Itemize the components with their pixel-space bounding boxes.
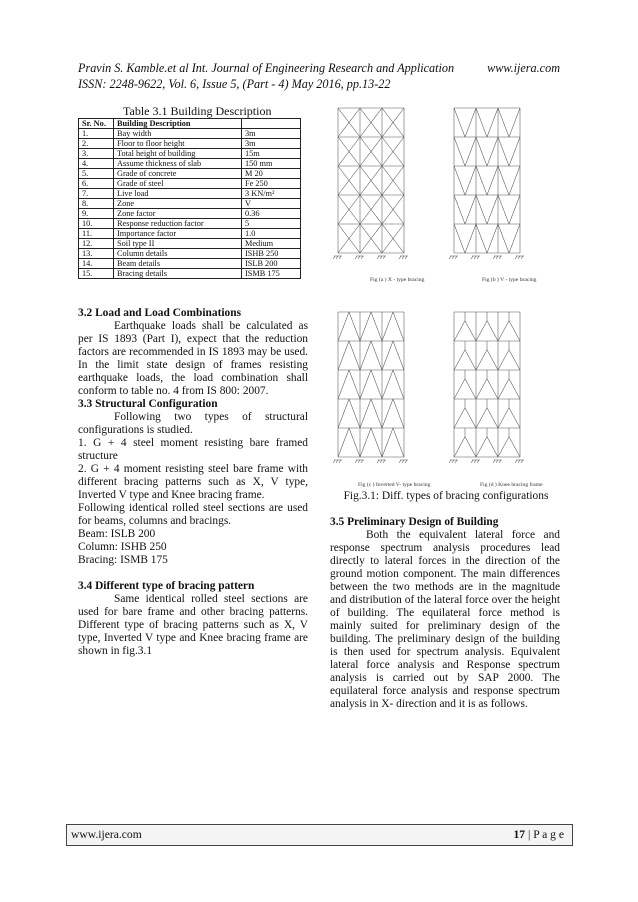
bracing-line (338, 341, 349, 370)
bracing-line (349, 341, 360, 370)
footer-site[interactable]: www.ijera.com (71, 828, 142, 841)
table-row (79, 169, 301, 179)
support-hatch (518, 256, 520, 259)
bracing-line (360, 312, 371, 341)
bracing-line (454, 108, 465, 137)
bracing-line (454, 437, 465, 457)
journal-title: Pravin S. Kamble.et al Int. Journal of Engineering Research and Application (78, 61, 455, 75)
bracing-line (509, 108, 520, 137)
bracing-line (465, 379, 476, 399)
section-3-5-text: Both the equivalent lateral force and response spectrum analysis procedures lead directly to lateral forces in the direction of the ground motion component. The main differences between the two methods are in the magnitude and distribution of the lateral force over the height of building. The equilateral force method is mainly suited for preliminary design of the building. The preliminary design of the building is then used for spectrum analysis. Equivalent lateral force analysis and Response spectrum analysis is carried out by SAP 2000. The equilateral force analysis and response spectrum analysis in X- direction and it is as follows. (330, 529, 560, 710)
figure-b-label: Fig (b ) V - type bracing (482, 277, 537, 283)
table-cell: ISLB 200 (242, 259, 301, 269)
right-column (330, 516, 560, 711)
support-hatch (471, 256, 473, 259)
section-3-5-heading: 3.5 Preliminary Design of Building (330, 516, 499, 528)
bracing-line (382, 341, 393, 370)
support-hatch (496, 460, 498, 463)
bracing-line (371, 428, 382, 457)
bracing-line (476, 379, 487, 399)
support-hatch (493, 256, 495, 259)
table-cell: Bracing details (114, 269, 242, 279)
bracing-line (465, 350, 476, 370)
support-hatch (521, 256, 523, 259)
table-cell: 9. (79, 209, 114, 219)
bracing-line (498, 224, 509, 253)
bracing-line (360, 399, 371, 428)
bracing-line (465, 408, 476, 428)
table-cell: Live load (114, 189, 242, 199)
table-cell: 0.36 (242, 209, 301, 219)
issn-line: ISSN: 2248-9622, Vol. 6, Issue 5, (Part - 4) May 2016, pp.13-22 (78, 77, 391, 91)
support-hatch (333, 460, 335, 463)
bracing-line (382, 312, 393, 341)
table-row (79, 239, 301, 249)
bracing-line (476, 166, 487, 195)
table-cell: 6. (79, 179, 114, 189)
bracing-line (371, 399, 382, 428)
section-3-2-text: Earthquake loads shall be calculated as per IS 1893 (Part I), expect that the reduction factors are recommended in IS 1893 may be used. In the limit state design of frames resisting earthquake loads, the load combination shall conform to table no. 4 from IS 800: 2007. (78, 320, 308, 397)
bracing-line (498, 437, 509, 457)
journal-site[interactable]: www.ijera.com (487, 61, 560, 75)
bracing-line (487, 137, 498, 166)
bracing-line (371, 341, 382, 370)
table-cell: Total height of building (114, 149, 242, 159)
table-cell: 5. (79, 169, 114, 179)
bracing-line (382, 370, 393, 399)
bracing-line (498, 137, 509, 166)
table-cell: M 20 (242, 169, 301, 179)
support-hatch (339, 256, 341, 259)
support-hatch (336, 256, 338, 259)
table-header-row (79, 119, 301, 129)
table-cell: Importance factor (114, 229, 242, 239)
bracing-line (509, 137, 520, 166)
table-cell: Zone factor (114, 209, 242, 219)
bracing-line (487, 379, 498, 399)
table-cell: 8. (79, 199, 114, 209)
left-column (78, 307, 308, 658)
bracing-line (382, 428, 393, 457)
support-hatch (496, 256, 498, 259)
table-cell: Floor to floor height (114, 139, 242, 149)
bracing-line (498, 166, 509, 195)
bracing-line (454, 321, 465, 341)
bracing-line (498, 321, 509, 341)
page-label: | P a g e (527, 828, 564, 841)
table-row (79, 199, 301, 209)
support-hatch (355, 460, 357, 463)
bracing-line (465, 224, 476, 253)
table-row (79, 209, 301, 219)
table-cell: 3m (242, 129, 301, 139)
table-cell: Bay width (114, 129, 242, 139)
support-hatch (405, 256, 407, 259)
bracing-line (487, 437, 498, 457)
support-hatch (474, 460, 476, 463)
sections-intro: Following identical rolled steel sections are used for beams, columns and bracings. (78, 502, 308, 527)
support-hatch (380, 256, 382, 259)
config-item-1: 1. G + 4 steel moment resisting bare framed structure (78, 437, 308, 462)
bracing-line (487, 195, 498, 224)
figure-c-label: Fig (c ) Inverted V- type bracing (358, 482, 431, 488)
table-cell: 10. (79, 219, 114, 229)
bracing-line (509, 379, 520, 399)
bracing-line (487, 321, 498, 341)
table-cell: Beam details (114, 259, 242, 269)
bracing-line (476, 350, 487, 370)
bracing-line (371, 370, 382, 399)
table-cell: 14. (79, 259, 114, 269)
figure-caption: Fig.3.1: Diff. types of bracing configurations (343, 490, 549, 502)
support-hatch (452, 460, 454, 463)
support-hatch (499, 460, 501, 463)
beam-section: Beam: ISLB 200 (78, 528, 156, 540)
support-hatch (380, 460, 382, 463)
bracing-line (465, 195, 476, 224)
support-hatch (449, 256, 451, 259)
support-hatch (399, 256, 401, 259)
section-3-3-intro: Following two types of structural configurations is studied. (78, 411, 308, 436)
column-section: Column: ISHB 250 (78, 541, 167, 553)
table-cell: Grade of concrete (114, 169, 242, 179)
bracing-line (349, 312, 360, 341)
bracing-line (360, 370, 371, 399)
bracing-line (487, 108, 498, 137)
support-hatch (518, 460, 520, 463)
table-cell: 1.0 (242, 229, 301, 239)
bracing-line (498, 350, 509, 370)
support-hatch (499, 256, 501, 259)
bracing-line (393, 428, 404, 457)
table-header-cell (242, 119, 301, 129)
support-hatch (361, 460, 363, 463)
table-cell: Column details (114, 249, 242, 259)
support-hatch (521, 460, 523, 463)
table-header-cell: Building Description (114, 119, 242, 129)
support-hatch (336, 460, 338, 463)
support-hatch (358, 256, 360, 259)
table-cell: 11. (79, 229, 114, 239)
page-number (513, 828, 564, 841)
support-hatch (383, 256, 385, 259)
bracing-line (476, 108, 487, 137)
bracing-line (393, 341, 404, 370)
table-cell: Grade of steel (114, 179, 242, 189)
table-cell: Fe 250 (242, 179, 301, 189)
table-row (79, 229, 301, 239)
support-hatch (477, 460, 479, 463)
bracing-line (454, 166, 465, 195)
bracing-line (382, 399, 393, 428)
support-hatch (333, 256, 335, 259)
bracing-line (338, 428, 349, 457)
bracing-line (476, 437, 487, 457)
bracing-line (498, 379, 509, 399)
bracing-line (509, 350, 520, 370)
section-3-4-heading: 3.4 Different type of bracing pattern (78, 580, 255, 592)
table-cell: 3m (242, 139, 301, 149)
support-hatch (515, 256, 517, 259)
support-hatch (452, 256, 454, 259)
bracing-line (509, 321, 520, 341)
bracing-line (338, 370, 349, 399)
bracing-line (487, 224, 498, 253)
table-cell: Zone (114, 199, 242, 209)
table-cell: 15m (242, 149, 301, 159)
table-cell: 3. (79, 149, 114, 159)
bracing-line (360, 428, 371, 457)
support-hatch (383, 460, 385, 463)
table-cell: Soil type II (114, 239, 242, 249)
support-hatch (358, 460, 360, 463)
section-3-2-heading: 3.2 Load and Load Combinations (78, 307, 242, 319)
bracing-line (509, 437, 520, 457)
support-hatch (474, 256, 476, 259)
bracing-line (498, 195, 509, 224)
table-cell: Assume thickness of slab (114, 159, 242, 169)
support-hatch (377, 256, 379, 259)
table-cell: 13. (79, 249, 114, 259)
support-hatch (402, 256, 404, 259)
bracing-line (476, 224, 487, 253)
bracing-line (476, 137, 487, 166)
table-cell: 2. (79, 139, 114, 149)
support-hatch (402, 460, 404, 463)
table-row (79, 249, 301, 259)
table-row (79, 139, 301, 149)
bracing-line (454, 195, 465, 224)
figure-d-label: Fig (d ) Knee bracing frame (480, 482, 543, 488)
table-cell: Medium (242, 239, 301, 249)
table-row (79, 269, 301, 279)
bracing-line (454, 379, 465, 399)
building-description-table (78, 118, 301, 279)
support-hatch (449, 460, 451, 463)
table-row (79, 219, 301, 229)
table-row (79, 129, 301, 139)
table-cell: 4. (79, 159, 114, 169)
table-cell: ISHB 250 (242, 249, 301, 259)
bracing-line (360, 341, 371, 370)
bracing-line (349, 399, 360, 428)
support-hatch (377, 460, 379, 463)
bracing-line (454, 224, 465, 253)
bracing-line (498, 108, 509, 137)
support-hatch (493, 460, 495, 463)
bracing-line (371, 312, 382, 341)
running-header (78, 60, 560, 92)
page-footer (66, 824, 573, 846)
table-cell: 12. (79, 239, 114, 249)
section-3-4-text: Same identical rolled steel sections are used for bare frame and other bracing patterns. Different type of bracing patterns such as X, V type, Inverted V type and Knee bracing frame are shown in fig.3.1 (78, 593, 308, 657)
table-row (79, 179, 301, 189)
bracing-line (509, 166, 520, 195)
bracing-line (465, 137, 476, 166)
page-number-value: 17 (513, 828, 526, 841)
bracing-line (476, 408, 487, 428)
figure-a-label: Fig (a ) X - type bracing (370, 277, 425, 283)
bracing-line (393, 312, 404, 341)
table-cell: 15. (79, 269, 114, 279)
bracing-line (465, 166, 476, 195)
table-cell: 7. (79, 189, 114, 199)
bracing-line (454, 350, 465, 370)
bracing-line (476, 195, 487, 224)
bracing-line (338, 399, 349, 428)
bracing-line (465, 108, 476, 137)
support-hatch (339, 460, 341, 463)
bracing-line (476, 321, 487, 341)
table-cell: 5 (242, 219, 301, 229)
bracing-line (454, 137, 465, 166)
table-row (79, 159, 301, 169)
bracing-line (498, 408, 509, 428)
table-row (79, 189, 301, 199)
bracing-line (487, 166, 498, 195)
bracing-line (349, 428, 360, 457)
bracing-line (338, 312, 349, 341)
config-item-2: 2. G + 4 moment resisting steel bare frame with different bracing patterns such as X, V type, Inverted V type and Knee bracing frame. (78, 463, 308, 501)
table-cell: 3 KN/m² (242, 189, 301, 199)
bracing-line (393, 370, 404, 399)
support-hatch (361, 256, 363, 259)
table-caption: Table 3.1 Building Description (123, 104, 272, 118)
bracing-line (509, 195, 520, 224)
bracing-line (509, 408, 520, 428)
bracing-line (465, 437, 476, 457)
support-hatch (477, 256, 479, 259)
bracing-line (465, 321, 476, 341)
bracing-section: Bracing: ISMB 175 (78, 554, 168, 566)
table-row (79, 149, 301, 159)
support-hatch (355, 256, 357, 259)
bracing-line (393, 399, 404, 428)
support-hatch (455, 460, 457, 463)
support-hatch (405, 460, 407, 463)
support-hatch (515, 460, 517, 463)
bracing-figure (330, 100, 562, 496)
table-row (79, 259, 301, 269)
bracing-line (487, 408, 498, 428)
table-cell: ISMB 175 (242, 269, 301, 279)
table-cell: 150 mm (242, 159, 301, 169)
bracing-line (509, 224, 520, 253)
table-cell: V (242, 199, 301, 209)
support-hatch (399, 460, 401, 463)
section-3-3-heading: 3.3 Structural Configuration (78, 398, 218, 410)
support-hatch (455, 256, 457, 259)
table-cell: Response reduction factor (114, 219, 242, 229)
bracing-line (349, 370, 360, 399)
bracing-line (487, 350, 498, 370)
table-header-cell: Sr. No. (79, 119, 114, 129)
bracing-line (454, 408, 465, 428)
support-hatch (471, 460, 473, 463)
table-cell: 1. (79, 129, 114, 139)
